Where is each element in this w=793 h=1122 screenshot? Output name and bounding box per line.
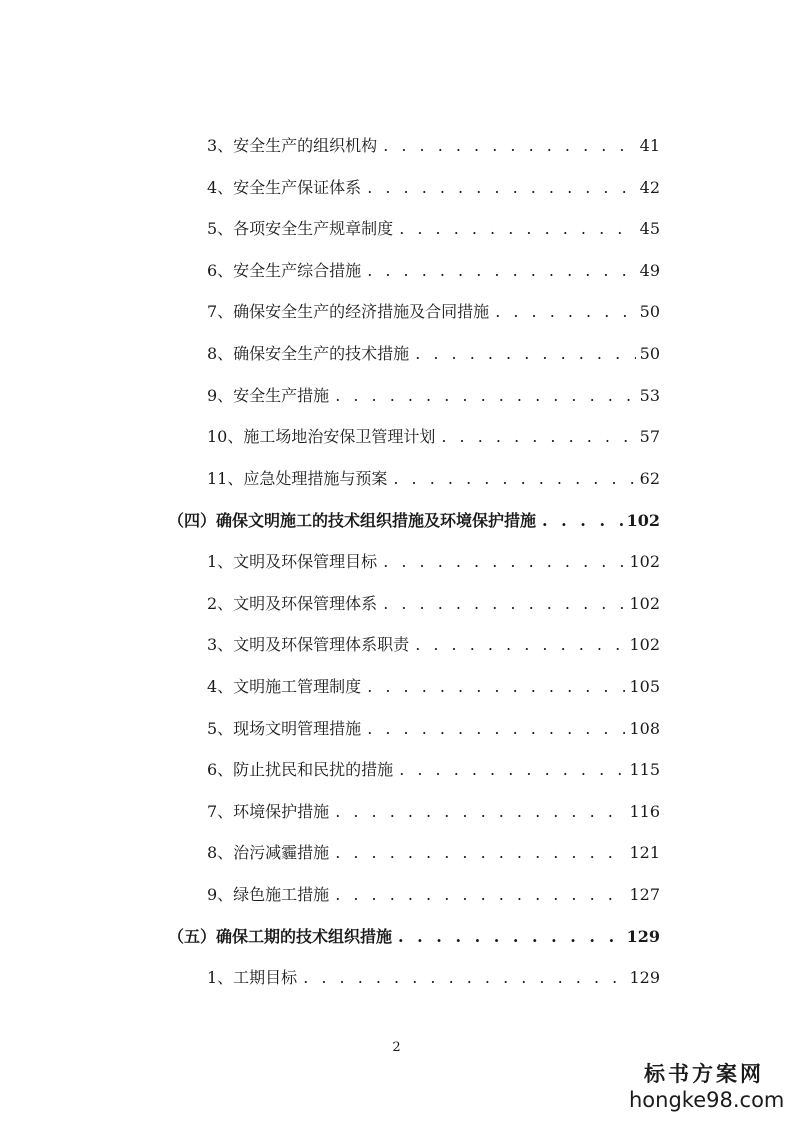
toc-entry-label: 5、各项安全生产规章制度 — [207, 219, 394, 238]
toc-entry[interactable] — [207, 715, 660, 743]
watermark-logo — [629, 1058, 785, 1112]
toc-leader-dots — [399, 215, 635, 243]
toc-page-number: 102 — [629, 635, 660, 654]
toc-page-number: 45 — [639, 219, 660, 238]
toc-page-number: 49 — [639, 261, 660, 280]
toc-entry[interactable] — [207, 964, 660, 992]
toc-page-number: 50 — [639, 344, 660, 363]
toc-entry[interactable] — [207, 590, 660, 618]
toc-leader-dots — [335, 382, 635, 410]
toc-entry-label: 5、现场文明管理措施 — [207, 719, 362, 738]
toc-section-entry[interactable] — [168, 923, 660, 951]
toc-entry-label: 7、环境保护措施 — [207, 802, 330, 821]
toc-entry[interactable] — [207, 257, 660, 285]
toc-entry[interactable] — [207, 465, 660, 493]
toc-entry-label: 3、文明及环保管理体系职责 — [207, 635, 410, 654]
toc-section-label: （四）确保文明施工的技术组织措施及环境保护措施 — [168, 511, 537, 530]
toc-entry-label: 11、应急处理措施与预案 — [207, 469, 388, 488]
toc-leader-dots — [367, 257, 635, 285]
toc-entry[interactable] — [207, 756, 660, 784]
toc-entry[interactable] — [207, 423, 660, 451]
toc-entry-label: 1、文明及环保管理目标 — [207, 552, 378, 571]
toc-page-number: 115 — [629, 760, 660, 779]
toc-page-number: 116 — [629, 802, 660, 821]
toc-entry[interactable] — [207, 798, 660, 826]
watermark-name: 标书方案网 — [644, 1061, 764, 1086]
toc-leader-dots — [367, 673, 625, 701]
toc-leader-dots — [335, 798, 625, 826]
toc-page-number: 102 — [626, 511, 660, 530]
toc-leader-dots — [303, 964, 625, 992]
toc-page-number: 62 — [639, 469, 660, 488]
toc-entry-label: 6、防止扰民和民扰的措施 — [207, 760, 394, 779]
toc-entry-label: 1、工期目标 — [207, 968, 298, 987]
toc-entry-label: 4、安全生产保证体系 — [207, 178, 362, 197]
toc-entry[interactable] — [207, 548, 660, 576]
toc-entry[interactable] — [207, 881, 660, 909]
toc-leader-dots — [495, 298, 635, 326]
toc-page-number: 127 — [629, 885, 660, 904]
toc-section-entry[interactable] — [168, 507, 660, 535]
toc-leader-dots — [415, 340, 635, 368]
toc-leader-dots — [542, 507, 623, 535]
toc-page-number: 50 — [639, 302, 660, 321]
toc-entry-label: 10、施工场地治安保卫管理计划 — [207, 427, 436, 446]
toc-leader-dots — [399, 756, 625, 784]
toc-entry-label: 3、安全生产的组织机构 — [207, 136, 378, 155]
toc-entry[interactable] — [207, 631, 660, 659]
toc-leader-dots — [441, 423, 635, 451]
toc-leader-dots — [393, 465, 635, 493]
toc-page-number: 121 — [629, 843, 660, 862]
toc-entry[interactable] — [207, 839, 660, 867]
toc-page-number: 102 — [629, 552, 660, 571]
toc-entry-label: 9、安全生产措施 — [207, 386, 330, 405]
toc-page-number: 42 — [639, 178, 660, 197]
toc-section-label: （五）确保工期的技术组织措施 — [168, 927, 393, 946]
toc-page-number: 105 — [629, 677, 660, 696]
toc-entry-label: 9、绿色施工措施 — [207, 885, 330, 904]
toc-page-number: 102 — [629, 594, 660, 613]
watermark-url: hongke98.com — [629, 1088, 785, 1112]
toc-leader-dots — [383, 548, 625, 576]
toc-leader-dots — [367, 174, 635, 202]
toc-leader-dots — [383, 590, 625, 618]
toc-page-number: 129 — [626, 927, 660, 946]
toc-entry-label: 2、文明及环保管理体系 — [207, 594, 378, 613]
toc-leader-dots — [335, 839, 625, 867]
toc-entry-label: 7、确保安全生产的经济措施及合同措施 — [207, 302, 490, 321]
toc-entry-label: 6、安全生产综合措施 — [207, 261, 362, 280]
toc-leader-dots — [383, 132, 635, 160]
toc-page-number: 108 — [629, 719, 660, 738]
toc-page-number: 53 — [639, 386, 660, 405]
toc-entry-label: 4、文明施工管理制度 — [207, 677, 362, 696]
toc-leader-dots — [367, 715, 625, 743]
toc-entry[interactable] — [207, 215, 660, 243]
toc-leader-dots — [415, 631, 625, 659]
toc-page-number: 57 — [639, 427, 660, 446]
toc-page-number: 129 — [629, 968, 660, 987]
toc-entry[interactable] — [207, 174, 660, 202]
toc-entry-label: 8、确保安全生产的技术措施 — [207, 344, 410, 363]
toc-entry[interactable] — [207, 298, 660, 326]
toc-entry[interactable] — [207, 340, 660, 368]
toc-leader-dots — [398, 923, 623, 951]
toc-entry[interactable] — [207, 673, 660, 701]
toc-entry-label: 8、治污减霾措施 — [207, 843, 330, 862]
page-number: 2 — [392, 1040, 401, 1055]
toc-leader-dots — [335, 881, 625, 909]
toc-entry[interactable] — [207, 132, 660, 160]
toc-page-number: 41 — [639, 136, 660, 155]
toc-entry[interactable] — [207, 382, 660, 410]
